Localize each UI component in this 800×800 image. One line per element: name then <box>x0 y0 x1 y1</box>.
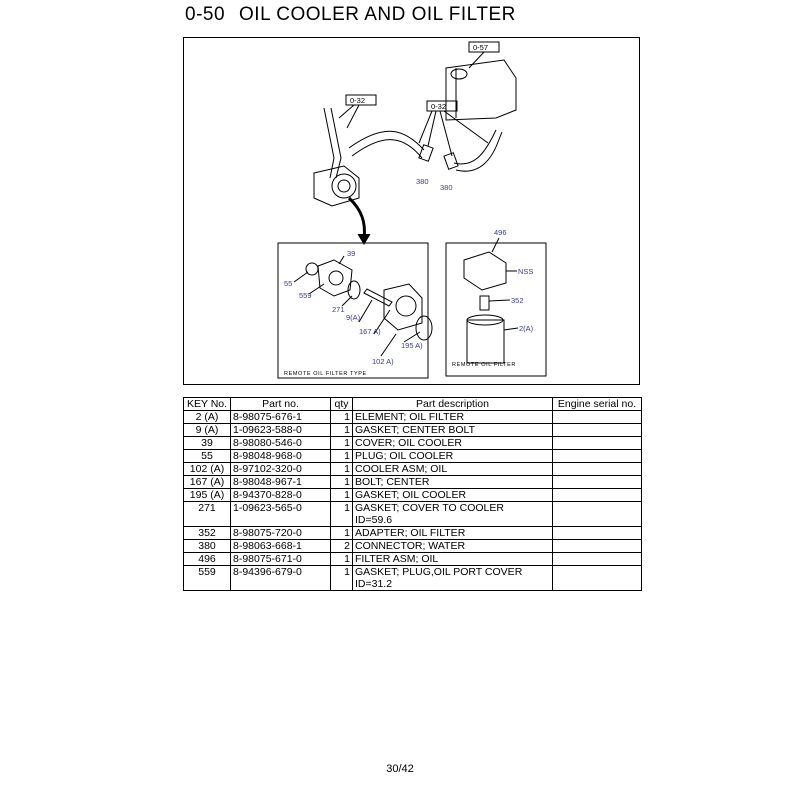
page-counter: 30/42 <box>386 763 414 775</box>
description-line: COVER; OIL COOLER <box>355 437 462 449</box>
serial-cell <box>553 502 642 527</box>
callout-195a: 195 A) <box>401 341 423 350</box>
callout-559: 559 <box>299 291 312 300</box>
part-no-cell: 8-98063-668-1 <box>231 540 331 553</box>
serial-cell <box>553 489 642 502</box>
diagram-illustration <box>184 38 639 384</box>
callout-9a: 9(A) <box>346 313 361 322</box>
hose-right <box>454 130 496 164</box>
serial-cell <box>553 450 642 463</box>
callout-496: 496 <box>494 228 507 237</box>
callout-nss: NSS <box>518 267 534 276</box>
serial-cell <box>553 437 642 450</box>
description-cell <box>353 527 553 540</box>
header-part-description: Part description <box>353 398 553 411</box>
description-cell <box>353 411 553 424</box>
description-line: BOLT; CENTER <box>355 476 430 488</box>
description-cell <box>353 463 553 476</box>
ref-label-top-mid: 0-32 <box>431 102 447 111</box>
panel-right-caption: REMOTE OIL FILTER <box>452 362 516 368</box>
key-no-cell: 559 <box>184 566 231 591</box>
description-line: GASKET; OIL COOLER <box>355 489 467 501</box>
description-line: ADAPTER; OIL FILTER <box>355 527 466 539</box>
filter-head-shape <box>464 252 506 290</box>
exploded-parts-diagram <box>183 37 640 385</box>
callout-380-a: 380 <box>416 177 429 186</box>
description-cell <box>353 502 553 527</box>
key-no-cell: 2 (A) <box>184 411 231 424</box>
serial-cell <box>553 566 642 591</box>
ref-label-top-right: 0-57 <box>473 43 489 52</box>
description-cell <box>353 450 553 463</box>
description-cell <box>353 476 553 489</box>
qty-cell: 1 <box>331 450 353 463</box>
serial-cell <box>553 540 642 553</box>
section-number: 0-50 <box>185 4 226 25</box>
description-cell <box>353 489 553 502</box>
part-no-cell: 8-98075-671-0 <box>231 553 331 566</box>
key-no-cell: 167 (A) <box>184 476 231 489</box>
header-engine-serial-no: Engine serial no. <box>553 398 642 411</box>
callout-2a: 2(A) <box>519 324 534 333</box>
description-cell <box>353 566 553 591</box>
ref-label-top-left: 0-32 <box>350 96 366 105</box>
key-no-cell: 380 <box>184 540 231 553</box>
table-row <box>184 502 642 527</box>
serial-cell <box>553 463 642 476</box>
callout-352: 352 <box>511 296 524 305</box>
qty-cell: 1 <box>331 489 353 502</box>
serial-cell <box>553 424 642 437</box>
part-no-cell: 8-98075-676-1 <box>231 411 331 424</box>
header-qty: qty <box>331 398 353 411</box>
part-no-cell: 8-97102-320-0 <box>231 463 331 476</box>
key-no-cell: 55 <box>184 450 231 463</box>
key-no-cell: 496 <box>184 553 231 566</box>
qty-cell: 1 <box>331 424 353 437</box>
description-cell <box>353 540 553 553</box>
hose-left <box>324 108 334 178</box>
panel-left-frame <box>278 243 428 378</box>
description-line: COOLER ASM; OIL <box>355 463 448 475</box>
callout-167a: 167 A) <box>359 327 381 336</box>
description-cell <box>353 553 553 566</box>
table-row <box>184 566 642 591</box>
description-cell <box>353 424 553 437</box>
qty-cell: 1 <box>331 476 353 489</box>
description-line: GASKET; PLUG,OIL PORT COVER <box>355 566 523 578</box>
qty-cell: 1 <box>331 553 353 566</box>
key-no-cell: 39 <box>184 437 231 450</box>
key-no-cell: 102 (A) <box>184 463 231 476</box>
part-no-cell: 8-98075-720-0 <box>231 527 331 540</box>
callout-271: 271 <box>332 305 345 314</box>
plug-shape <box>306 263 318 275</box>
parts-table <box>183 397 642 591</box>
qty-cell: 1 <box>331 566 353 591</box>
serial-cell <box>553 527 642 540</box>
section-title: OIL COOLER AND OIL FILTER <box>239 4 516 25</box>
callout-55: 55 <box>284 279 293 288</box>
serial-cell <box>553 411 642 424</box>
callout-102a: 102 A) <box>372 357 394 366</box>
part-no-cell: 8-94396-679-0 <box>231 566 331 591</box>
part-no-cell: 1-09623-565-0 <box>231 502 331 527</box>
callout-380-b: 380 <box>440 183 453 192</box>
serial-cell <box>553 476 642 489</box>
header-key-no: KEY No. <box>184 398 231 411</box>
qty-cell: 1 <box>331 502 353 527</box>
table-row <box>184 437 642 450</box>
qty-cell: 1 <box>331 463 353 476</box>
part-no-cell: 8-98048-967-1 <box>231 476 331 489</box>
key-no-cell: 352 <box>184 527 231 540</box>
table-row <box>184 553 642 566</box>
description-line: ELEMENT; OIL FILTER <box>355 411 465 423</box>
table-row <box>184 424 642 437</box>
callout-39: 39 <box>347 249 356 258</box>
page-title <box>185 4 516 26</box>
description-cell <box>353 437 553 450</box>
description-line: FILTER ASM; OIL <box>355 553 439 565</box>
description-line-2: ID=31.2 <box>355 578 393 590</box>
hose-upper <box>349 131 424 150</box>
table-row <box>184 540 642 553</box>
key-no-cell: 271 <box>184 502 231 527</box>
part-no-cell: 8-94370-828-0 <box>231 489 331 502</box>
table-row <box>184 527 642 540</box>
qty-cell: 1 <box>331 411 353 424</box>
table-row <box>184 450 642 463</box>
table-row <box>184 476 642 489</box>
key-no-cell: 9 (A) <box>184 424 231 437</box>
part-no-cell: 8-98080-546-0 <box>231 437 331 450</box>
description-line: GASKET; COVER TO COOLER <box>355 502 504 514</box>
serial-cell <box>553 553 642 566</box>
table-row <box>184 411 642 424</box>
part-no-cell: 1-09623-588-0 <box>231 424 331 437</box>
description-line: PLUG; OIL COOLER <box>355 450 454 462</box>
part-no-cell: 8-98048-968-0 <box>231 450 331 463</box>
panel-right-frame <box>446 243 546 376</box>
key-no-cell: 195 (A) <box>184 489 231 502</box>
qty-cell: 1 <box>331 437 353 450</box>
panel-left-caption: REMOTE OIL FILTER TYPE <box>284 371 367 377</box>
description-line: GASKET; CENTER BOLT <box>355 424 475 436</box>
parts-table-header-row <box>184 398 642 411</box>
header-part-no: Part no. <box>231 398 331 411</box>
table-row <box>184 463 642 476</box>
qty-cell: 1 <box>331 527 353 540</box>
filter-element-shape <box>467 320 504 363</box>
description-line: CONNECTOR; WATER <box>355 540 466 552</box>
table-row <box>184 489 642 502</box>
qty-cell: 2 <box>331 540 353 553</box>
description-line-2: ID=59.6 <box>355 514 393 526</box>
